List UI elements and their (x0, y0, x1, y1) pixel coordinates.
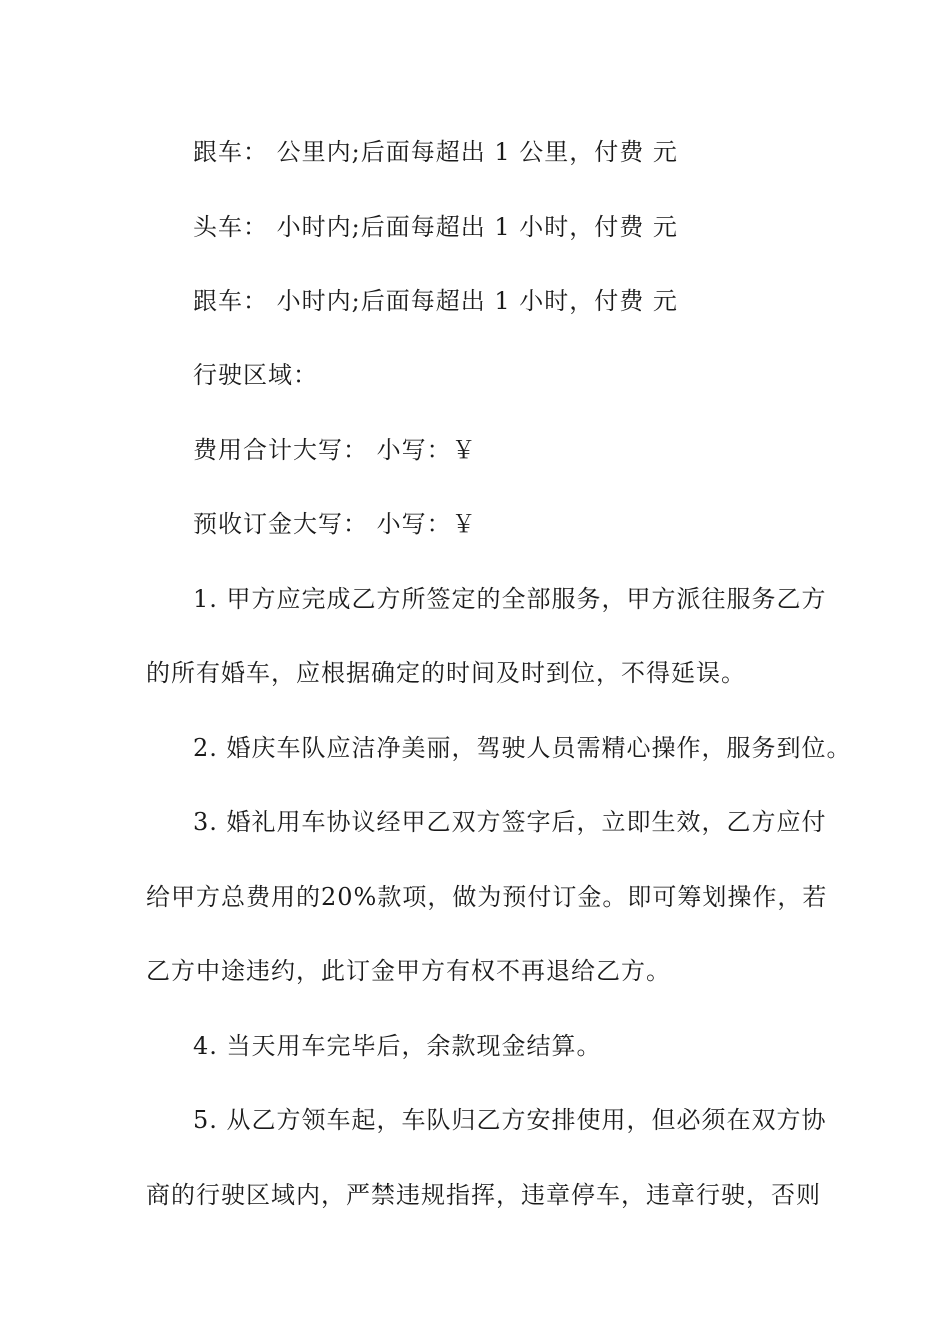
clause-3-line-3: 乙方中途违约，此订金甲方有权不再退给乙方。 (146, 957, 671, 985)
follow-car-hours-line: 跟车： 小时内;后面每超出 1 小时，付费 元 (193, 287, 678, 315)
clause-5-line-1: 5. 从乙方领车起，车队归乙方安排使用，但必须在双方协 (193, 1106, 827, 1134)
follow-car-km-line: 跟车： 公里内;后面每超出 1 公里，付费 元 (193, 138, 678, 166)
clause-2-line-1: 2. 婚庆车队应洁净美丽，驾驶人员需精心操作，服务到位。 (193, 734, 852, 762)
clause-1-line-2: 的所有婚车，应根据确定的时间及时到位，不得延误。 (146, 659, 746, 687)
deposit-line: 预收订金大写： 小写：￥ (193, 510, 477, 538)
clause-4-line-1: 4. 当天用车完毕后，余款现金结算。 (193, 1032, 602, 1060)
driving-area-line: 行驶区域： (193, 361, 318, 389)
clause-3-line-2: 给甲方总费用的20%款项，做为预付订金。即可筹划操作，若 (146, 883, 828, 911)
lead-car-hours-line: 头车： 小时内;后面每超出 1 小时，付费 元 (193, 213, 678, 241)
clause-1-line-1: 1. 甲方应完成乙方所签定的全部服务，甲方派往服务乙方 (193, 585, 827, 613)
clause-5-line-2: 商的行驶区域内，严禁违规指挥，违章停车，违章行驶，否则 (146, 1181, 821, 1209)
total-fee-line: 费用合计大写： 小写：￥ (193, 436, 477, 464)
clause-3-line-1: 3. 婚礼用车协议经甲乙双方签字后，立即生效，乙方应付 (193, 808, 827, 836)
